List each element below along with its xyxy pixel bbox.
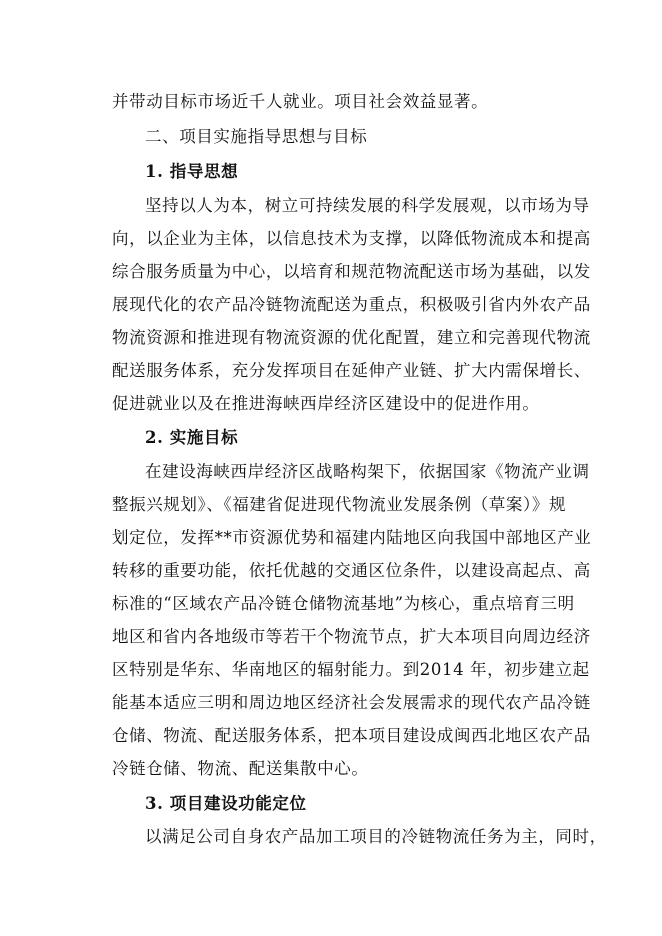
paragraph-line-19: 以满足公司自身农产品加工项目的冷链物流任务为主，同时， <box>145 827 607 846</box>
paragraph-line-14: 地区和省内各地级市等若干个物流节点，扩大本项目向周边经济 <box>112 627 591 646</box>
paragraph-line-6: 物流资源和推进现有物流资源的优化配置，建立和完善现代物流 <box>112 328 591 347</box>
paragraph-line-4: 综合服务质量为中心，以培育和规范物流配送市场为基础，以发 <box>112 262 591 281</box>
paragraph-line-10: 整振兴规划》、《福建省促进现代物流业发展条例（草案）》规 <box>112 495 567 514</box>
paragraph-line-17: 仓储、物流、配送服务体系，把本项目建设成闽西北地区农产品 <box>112 726 591 745</box>
paragraph-line-15: 区特别是华东、华南地区的辐射能力。到2014 年，初步建立起 <box>112 660 590 679</box>
paragraph-line-7: 配送服务体系，充分发挥项目在延伸产业链、扩大内需保增长、 <box>112 361 591 380</box>
subheading-function-positioning: 3. 项目建设功能定位 <box>145 794 307 813</box>
paragraph-line-5: 展现代化的农产品冷链物流配送为重点，积极吸引省内外农产品 <box>112 295 591 314</box>
subheading-guiding-ideology: 1. 指导思想 <box>145 162 239 181</box>
paragraph-line-16: 能基本适应三明和周边地区经济社会发展需求的现代农产品冷链 <box>112 693 591 712</box>
paragraph-line-1: 并带动目标市场近千人就业。项目社会效益显著。 <box>112 92 489 111</box>
paragraph-line-13: 标准的“区域农产品冷链仓储物流基地”为核心，重点培育三明 <box>112 594 575 613</box>
section-heading: 二、项目实施指导思想与目标 <box>145 127 368 146</box>
subheading-implementation-goals: 2. 实施目标 <box>145 428 239 447</box>
paragraph-line-8: 促进就业以及在推进海峡西岸经济区建设中的促进作用。 <box>112 394 540 413</box>
paragraph-line-18: 冷链仓储、物流、配送集散中心。 <box>112 759 369 778</box>
paragraph-line-11: 划定位，发挥**市资源优势和福建内陆地区向我国中部地区产业 <box>112 528 592 547</box>
paragraph-line-3: 向，以企业为主体，以信息技术为支撑，以降低物流成本和提高 <box>112 229 591 248</box>
paragraph-line-12: 转移的重要功能，依托优越的交通区位条件，以建设高起点、高 <box>112 561 591 580</box>
paragraph-line-2: 坚持以人为本，树立可持续发展的科学发展观，以市场为导 <box>145 196 590 215</box>
paragraph-line-9: 在建设海峡西岸经济区战略构架下，依据国家《物流产业调 <box>145 462 590 481</box>
